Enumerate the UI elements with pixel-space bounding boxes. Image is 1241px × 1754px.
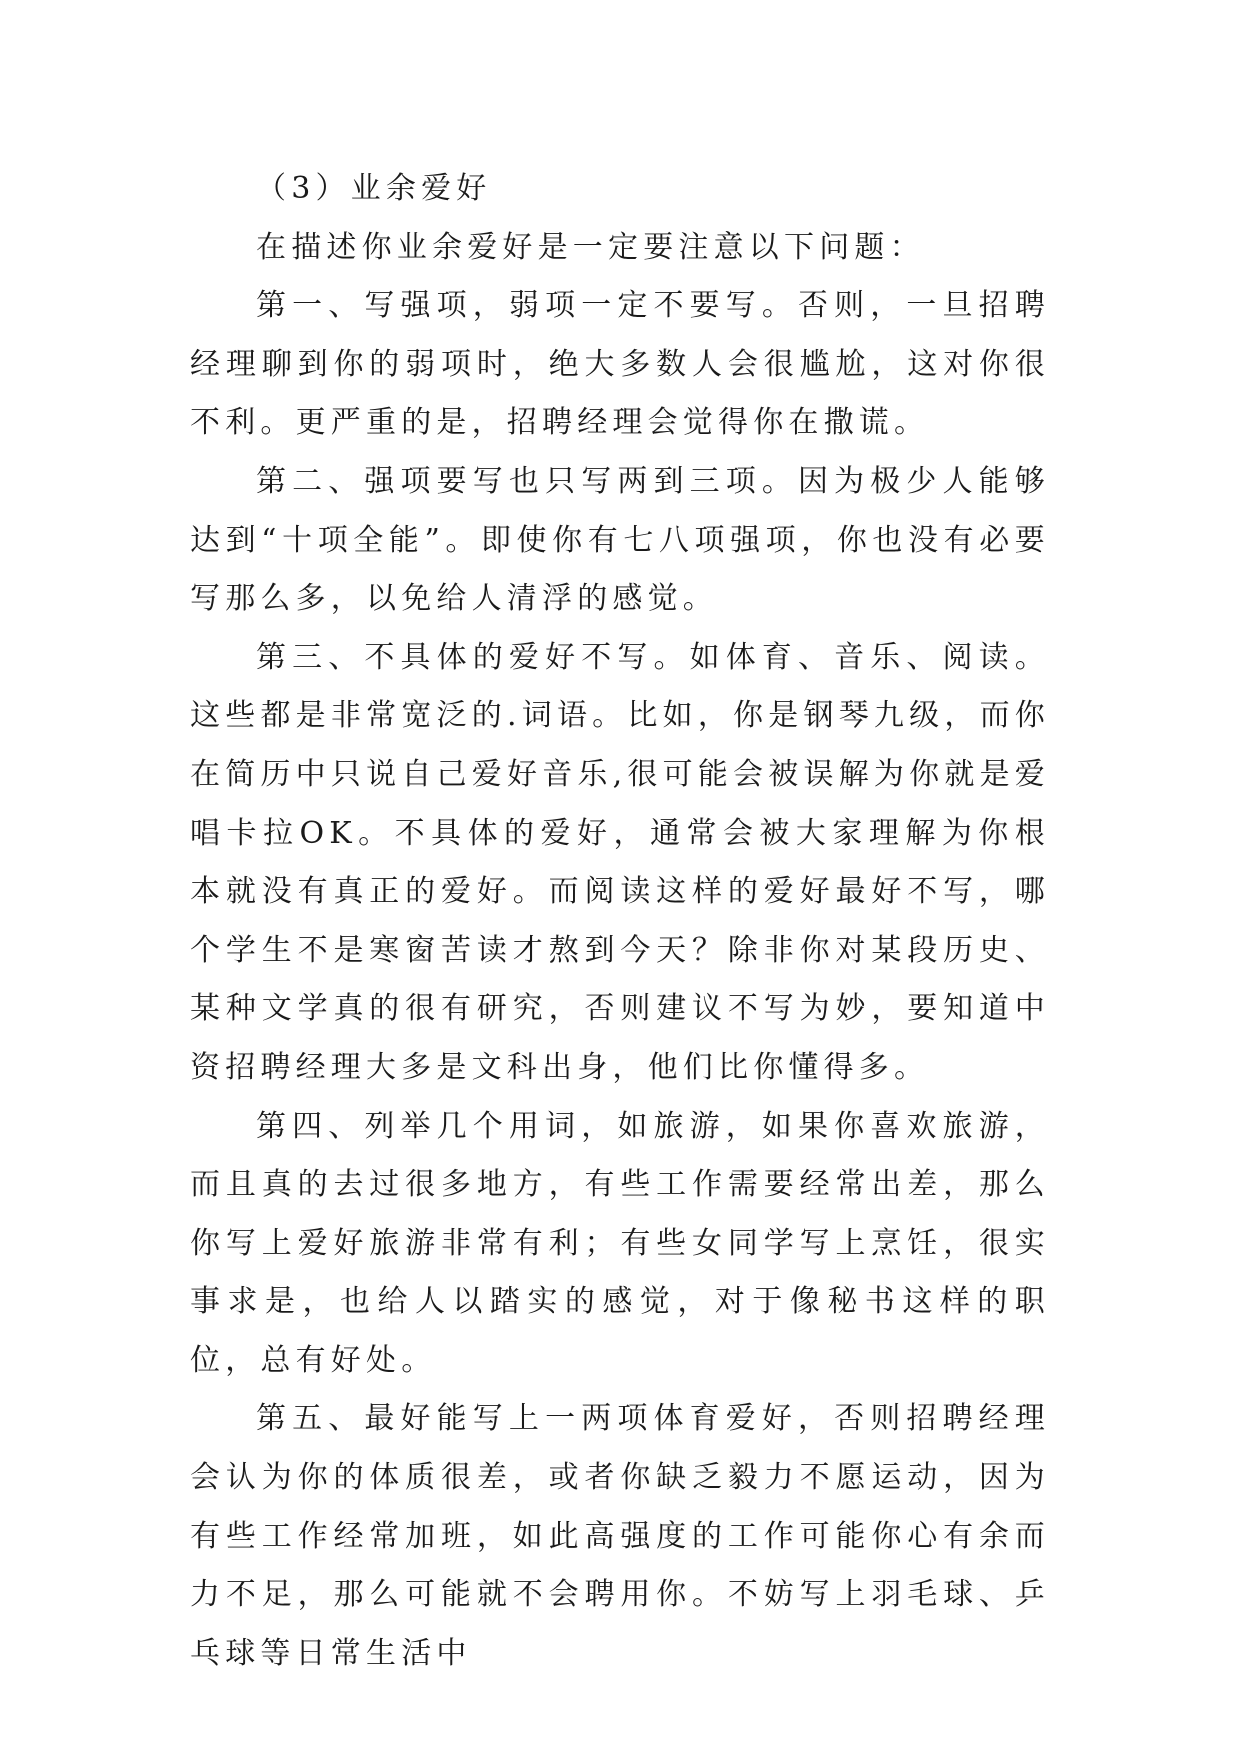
paragraph-point-4: 第四、列举几个用词，如旅游，如果你喜欢旅游，而且真的去过很多地方，有些工作需要经常出差，那么你写上爱好旅游非常有利；有些女同学写上烹饪，很实事求是，也给人以踏实的感觉，对于像秘书这样的职位，总有好处。 bbox=[190, 1108, 1050, 1378]
paragraph-intro: 在描述你业余爱好是一定要注意以下问题： bbox=[256, 229, 925, 265]
section-heading: （3）业余爱好 bbox=[256, 171, 492, 206]
paragraph-point-5: 第五、最好能写上一两项体育爱好，否则招聘经理会认为你的体质很差，或者你缺乏毅力不愿运动，因为有些工作经常加班，如此高强度的工作可能你心有余而力不足，那么可能就不会聘用你。不妨写上羽毛球、乒乓球等日常生活中 bbox=[190, 1401, 1050, 1671]
paragraph-point-1: 第一、写强项，弱项一定不要写。否则，一旦招聘经理聊到你的弱项时，绝大多数人会很尴尬，这对你很不利。更严重的是，招聘经理会觉得你在撒谎。 bbox=[190, 288, 1050, 441]
paragraph-point-3: 第三、不具体的爱好不写。如体育、音乐、阅读。这些都是非常宽泛的.词语。比如，你是钢琴九级，而你在简历中只说自己爱好音乐,很可能会被误解为你就是爱唱卡拉OK。不具体的爱好，通常会被大家理解为你根本就没有真正的爱好。而阅读这样的爱好最好不写，哪个学生不是寒窗苦读才熬到今天？除非你对某段历史、某种文学真的很有研究，否则建议不写为妙，要知道中资招聘经理大多是文科出身，他们比你懂得多。 bbox=[190, 639, 1050, 1085]
document-body bbox=[190, 160, 1050, 1683]
paragraph-point-2: 第二、强项要写也只写两到三项。因为极少人能够达到“十项全能”。即使你有七八项强项，你也没有必要写那么多，以免给人清浮的感觉。 bbox=[190, 463, 1050, 617]
